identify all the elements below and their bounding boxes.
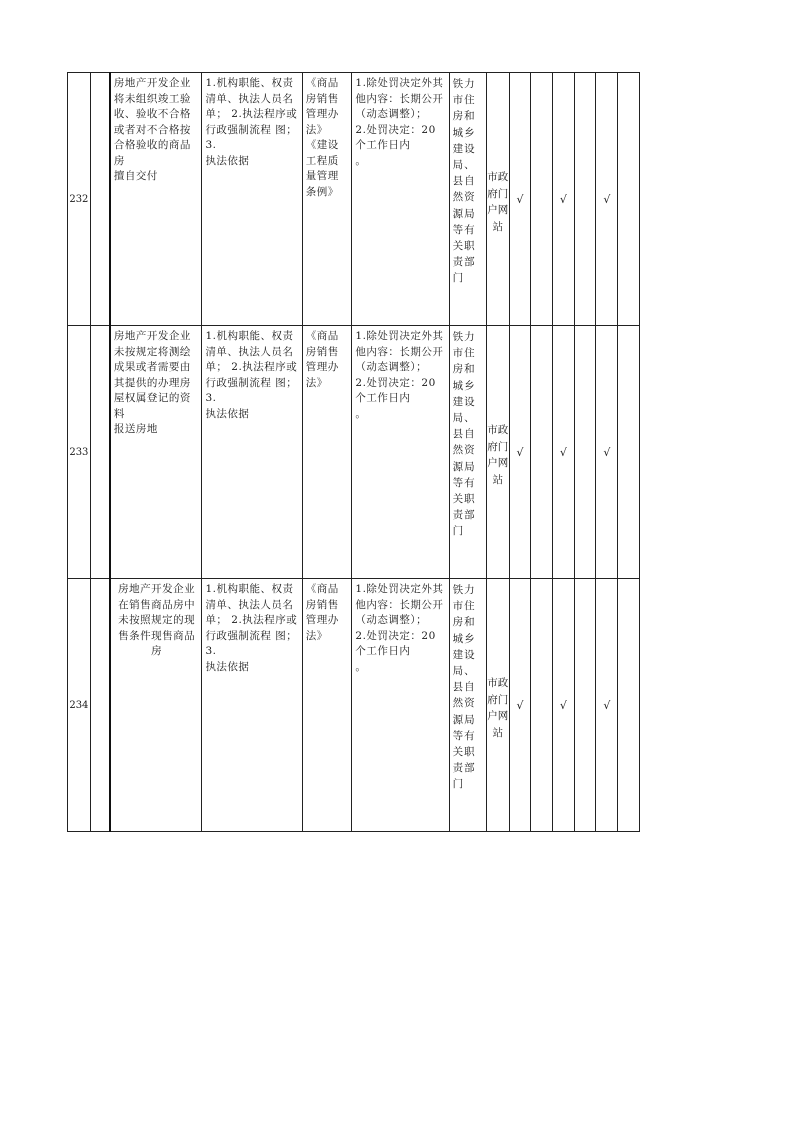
check-mark-icon: √ <box>603 445 611 459</box>
check-mark-icon: √ <box>603 192 611 206</box>
check-cell <box>509 579 531 832</box>
empty-check-cell <box>574 326 596 579</box>
content-text: 1.除处罚决定外其他内容：长期公开 （动态调整）； 2.处罚决定：20个工作日内 。 <box>355 77 444 167</box>
law-cell <box>302 73 352 326</box>
blank-cell <box>90 326 110 579</box>
basis-cell <box>202 326 302 579</box>
department-text: 铁力市住房和城乡建设局、县自然资源局等有关职责部门 <box>452 584 476 791</box>
check-cell <box>596 73 618 326</box>
item-cell <box>110 73 202 326</box>
basis-text: 1.机构职能、权责清单、执法人员名单； 2.执法程序或行政强制流程 图； 3. 执法依据 <box>205 583 298 673</box>
check-mark-icon: √ <box>603 698 611 712</box>
check-mark-icon: √ <box>516 192 524 206</box>
item-cell <box>110 579 202 832</box>
check-cell <box>509 326 531 579</box>
department-text: 铁力市住房和城乡建设局、县自然资源局等有关职责部门 <box>452 331 476 538</box>
site-text: 市政府门户网站 <box>487 677 509 739</box>
check-cell <box>596 326 618 579</box>
check-cell <box>553 73 575 326</box>
site-cell <box>486 326 509 579</box>
law-cell <box>302 326 352 579</box>
basis-cell <box>202 579 302 832</box>
check-cell <box>596 579 618 832</box>
table-row <box>68 326 640 579</box>
table-row <box>68 73 640 326</box>
item-text: 房地产开发企业在销售商品房中未按照规定的现售条件现售商品 房 <box>118 583 196 657</box>
basis-cell <box>202 73 302 326</box>
law-text: 《商品房销售管理办法》 《建设工程质量管理条例》 <box>305 77 339 198</box>
content-cell <box>352 326 449 579</box>
department-cell <box>449 326 486 579</box>
law-cell <box>302 579 352 832</box>
department-text: 铁力市住房和城乡建设局、县自然资源局等有关职责部门 <box>452 78 476 285</box>
empty-check-cell <box>574 579 596 832</box>
department-cell <box>449 73 486 326</box>
empty-check-cell <box>531 579 553 832</box>
item-cell <box>110 326 202 579</box>
check-mark-icon: √ <box>516 698 524 712</box>
blank-cell <box>90 73 110 326</box>
department-cell <box>449 579 486 832</box>
basis-text: 1.机构职能、权责清单、执法人员名单； 2.执法程序或行政强制流程 图； 3. 执法依据 <box>205 330 298 420</box>
check-mark-icon: √ <box>559 445 567 459</box>
table-row <box>68 579 640 832</box>
site-cell <box>486 73 509 326</box>
content-text: 1.除处罚决定外其他内容：长期公开 （动态调整）； 2.处罚决定：20个工作日内 。 <box>355 583 444 673</box>
basis-text: 1.机构职能、权责清单、执法人员名单； 2.执法程序或行政强制流程 图； 3. 执法依据 <box>205 77 298 167</box>
check-cell <box>553 326 575 579</box>
disclosure-table <box>67 72 640 832</box>
empty-check-cell <box>574 73 596 326</box>
check-mark-icon: √ <box>559 698 567 712</box>
content-cell <box>352 73 449 326</box>
content-text: 1.除处罚决定外其他内容：长期公开 （动态调整）； 2.处罚决定：20个工作日内 。 <box>355 330 444 420</box>
law-text: 《商品房销售管理办法》 <box>305 330 339 389</box>
check-mark-icon: √ <box>559 192 567 206</box>
empty-check-cell <box>618 73 640 326</box>
content-cell <box>352 579 449 832</box>
row-number: 232 <box>68 73 91 326</box>
item-text: 房地产开发企业将未组织竣工验收、验收不合格或者对不合格按合格验收的商品房 擅自交付 <box>113 77 191 182</box>
check-cell <box>509 73 531 326</box>
empty-check-cell <box>531 73 553 326</box>
site-text: 市政府门户网站 <box>487 424 509 486</box>
row-number: 234 <box>68 579 91 832</box>
blank-cell <box>90 579 110 832</box>
check-cell <box>553 579 575 832</box>
empty-check-cell <box>618 579 640 832</box>
site-text: 市政府门户网站 <box>487 171 509 233</box>
row-number: 233 <box>68 326 91 579</box>
empty-check-cell <box>531 326 553 579</box>
law-text: 《商品房销售管理办法》 <box>305 583 339 642</box>
empty-check-cell <box>618 326 640 579</box>
site-cell <box>486 579 509 832</box>
check-mark-icon: √ <box>516 445 524 459</box>
item-text: 房地产开发企业未按规定将测绘成果或者需要由其提供的办理房屋权属登记的资料 报送房地 <box>113 330 191 435</box>
